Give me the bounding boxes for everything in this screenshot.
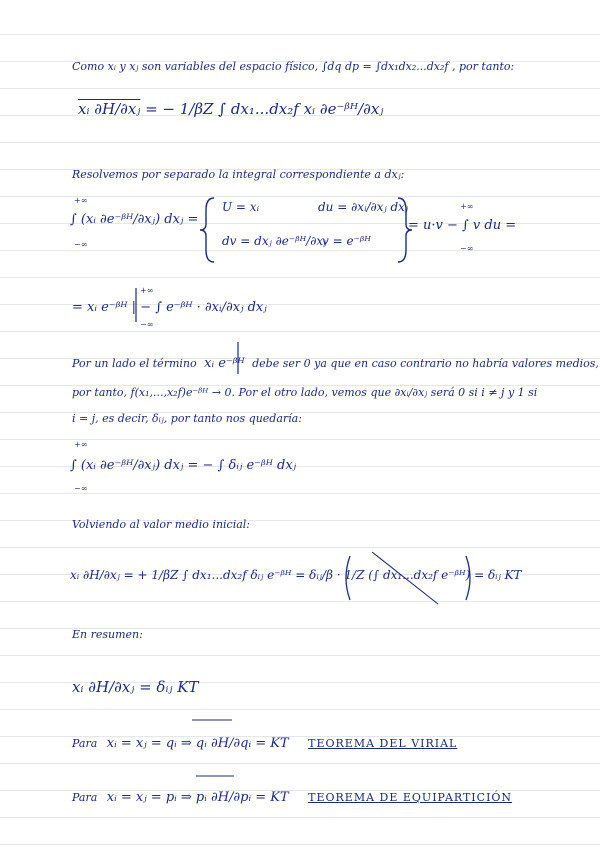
- equation-virial: xᵢ = xⱼ = qᵢ ⇒ qᵢ ∂H/∂qᵢ = KT: [106, 736, 289, 751]
- substitution-du: du = ∂xᵢ/∂xⱼ dxⱼ: [318, 200, 409, 214]
- text-line-delta: i = j, es decir, δᵢⱼ, por tanto nos quedaría:: [72, 412, 302, 425]
- left-brace: [200, 198, 214, 262]
- text-line-summary: En resumen:: [72, 628, 143, 641]
- equation-integral-left: ∫ (xᵢ ∂e⁻ᵝᴴ/∂xⱼ) dxⱼ =: [70, 212, 199, 227]
- text-line-back-to-mean: Volviendo al valor medio inicial:: [72, 518, 251, 531]
- equation-integral-delta: ∫ (xᵢ ∂e⁻ᵝᴴ/∂xⱼ) dxⱼ = − ∫ δᵢⱼ e⁻ᵝᴴ dxⱼ: [70, 458, 297, 473]
- eval-lower-limit: −∞: [140, 320, 154, 329]
- equation-mean-value-2: xᵢ ∂H/∂xⱼ = + 1/βZ ∫ dx₁...dx₂f δᵢⱼ e⁻ᵝᴴ = δᵢⱼ/β · 1/Z (∫ dx₁...dx₂f e⁻ᵝᴴ) = δᵢⱼ KT: [70, 568, 522, 582]
- substitution-v: v = e⁻ᵝᴴ: [322, 234, 371, 248]
- first-term-label: Por un lado el término: [72, 357, 197, 370]
- integral-lower-limit-2: −∞: [460, 244, 474, 253]
- right-brace: [398, 198, 412, 262]
- substitution-dv: dv = dxⱼ ∂e⁻ᵝᴴ/∂xⱼ: [222, 234, 327, 248]
- first-term-reason: debe ser 0 ya que en caso contrario no habría valores medios,: [252, 357, 599, 370]
- equation-summary: xᵢ ∂H/∂xⱼ = δᵢⱼ KT: [72, 678, 199, 696]
- text-line-integral-separately: Resolvemos por separado la integral correspondiente a dxⱼ:: [72, 168, 405, 181]
- paren-left: [346, 556, 350, 600]
- label-virial-theorem: TEOREMA DEL VIRIAL: [308, 737, 458, 750]
- label-equipartition-theorem: TEOREMA DE EQUIPARTICIÓN: [308, 791, 513, 804]
- integral-upper-limit-2: +∞: [460, 202, 474, 211]
- equation-parts-result: = xᵢ e⁻ᵝᴴ | − ∫ e⁻ᵝᴴ · ∂xᵢ/∂xⱼ dxⱼ: [72, 300, 267, 315]
- integral-upper-limit: +∞: [74, 196, 88, 205]
- first-term-expression: xᵢ e⁻ᵝᴴ: [204, 356, 245, 371]
- para-label-2: Para: [72, 791, 98, 804]
- integral-lower-limit: −∞: [74, 240, 88, 249]
- substitution-u: U = xᵢ: [222, 200, 259, 214]
- equation-rhs: = − 1/βZ ∫ dx₁...dx₂f xᵢ ∂e⁻ᵝᴴ/∂xⱼ: [145, 100, 384, 118]
- equation-lhs: xᵢ ∂H/∂xⱼ: [78, 100, 141, 118]
- para-label-1: Para: [72, 737, 98, 750]
- text-line-variables: Como xᵢ y xⱼ son variables del espacio físico, ∫dq dp = ∫dx₁dx₂...dx₂f , por tanto:: [72, 60, 515, 73]
- integral-lower-limit-3: −∞: [74, 484, 88, 493]
- eval-upper-limit: +∞: [140, 286, 154, 295]
- integral-upper-limit-3: +∞: [74, 440, 88, 449]
- text-line-kronecker: por tanto, f(x₁,...,x₂f)e⁻ᵝᴴ → 0. Por el otro lado, vemos que ∂xᵢ/∂xⱼ será 0 si i ≠ j y 1 si: [72, 386, 538, 399]
- paren-right: [466, 556, 470, 600]
- cancel-stroke: [372, 552, 438, 604]
- equation-integral-right: = u·v − ∫ v du =: [408, 218, 517, 233]
- equation-equipartition: xᵢ = xⱼ = pᵢ ⇒ pᵢ ∂H/∂pᵢ = KT: [106, 790, 289, 805]
